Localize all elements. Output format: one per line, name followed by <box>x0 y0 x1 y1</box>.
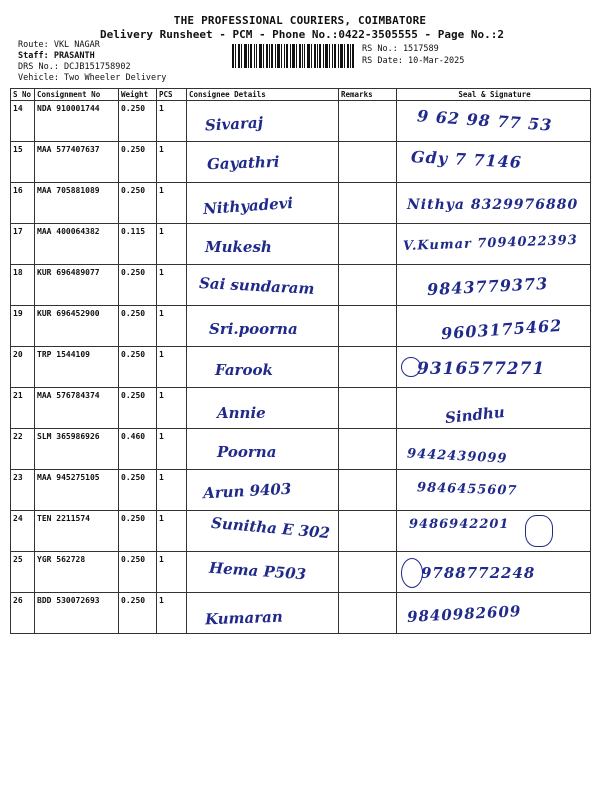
row-pcs: 1 <box>157 429 187 470</box>
sheet-title: THE PROFESSIONAL COURIERS, COIMBATORE <box>173 14 427 27</box>
col-seal: Seal & Signature <box>397 89 591 101</box>
seal-cell <box>397 388 591 429</box>
row-weight: 0.250 <box>119 347 157 388</box>
seal-cell <box>397 183 591 224</box>
remarks-cell <box>339 511 397 552</box>
row-pcs: 1 <box>157 224 187 265</box>
col-remarks: Remarks <box>339 89 397 101</box>
row-sno: 20 <box>11 347 35 388</box>
runsheet-table <box>10 88 591 634</box>
row-sno: 18 <box>11 265 35 306</box>
signature-handwriting: 9486942201 <box>409 517 510 532</box>
consignee-handwriting: Arun 9403 <box>202 479 292 503</box>
signature-stroke-mark <box>401 558 423 588</box>
remarks-cell <box>339 224 397 265</box>
col-weight: Weight <box>119 89 157 101</box>
row-sno: 17 <box>11 224 35 265</box>
col-pcs: PCS <box>157 89 187 101</box>
row-weight: 0.115 <box>119 224 157 265</box>
table-row <box>11 306 591 347</box>
consignee-handwriting: Sri.poorna <box>209 320 298 338</box>
row-pcs: 1 <box>157 101 187 142</box>
row-weight: 0.250 <box>119 388 157 429</box>
row-pcs: 1 <box>157 142 187 183</box>
table-row <box>11 388 591 429</box>
col-sno: S No <box>11 89 35 101</box>
row-weight: 0.250 <box>119 142 157 183</box>
table-row <box>11 265 591 306</box>
consignee-cell <box>187 347 339 388</box>
seal-cell <box>397 306 591 347</box>
consignee-handwriting: Gayathri <box>206 152 280 174</box>
row-pcs: 1 <box>157 265 187 306</box>
signature-stroke-mark <box>525 515 553 547</box>
row-consignment: NDA 910001744 <box>35 101 119 142</box>
row-pcs: 1 <box>157 306 187 347</box>
col-consignment: Consignment No <box>35 89 119 101</box>
remarks-cell <box>339 470 397 511</box>
consignee-cell <box>187 593 339 634</box>
row-pcs: 1 <box>157 183 187 224</box>
signature-handwriting: Nithya 8329976880 <box>407 197 579 213</box>
signature-handwriting: Gdy 7 7146 <box>410 147 523 172</box>
table-row <box>11 470 591 511</box>
row-sno: 26 <box>11 593 35 634</box>
table-row <box>11 511 591 552</box>
row-consignment: MAA 945275105 <box>35 470 119 511</box>
signature-handwriting: 9846455607 <box>416 480 518 499</box>
seal-cell <box>397 429 591 470</box>
table-row <box>11 593 591 634</box>
consignee-cell <box>187 224 339 265</box>
row-consignment: KUR 696452900 <box>35 306 119 347</box>
remarks-cell <box>339 347 397 388</box>
row-sno: 15 <box>11 142 35 183</box>
row-consignment: MAA 577407637 <box>35 142 119 183</box>
consignee-cell <box>187 183 339 224</box>
remarks-cell <box>339 429 397 470</box>
table-header-row <box>11 89 591 101</box>
signature-handwriting: 9840982609 <box>406 602 522 626</box>
consignee-handwriting: Farook <box>215 361 273 379</box>
col-consignee: Consignee Details <box>187 89 339 101</box>
signature-handwriting: 9 62 98 77 53 <box>416 106 553 135</box>
signature-handwriting: 9442439099 <box>406 446 508 467</box>
row-consignment: BDD 530072693 <box>35 593 119 634</box>
consignee-handwriting: Sai sundaram <box>198 273 315 299</box>
consignee-cell <box>187 470 339 511</box>
seal-cell <box>397 593 591 634</box>
row-sno: 25 <box>11 552 35 593</box>
signature-handwriting: 9843779373 <box>426 273 549 300</box>
remarks-cell <box>339 593 397 634</box>
row-consignment: TRP 1544109 <box>35 347 119 388</box>
row-weight: 0.250 <box>119 470 157 511</box>
row-consignment: MAA 576784374 <box>35 388 119 429</box>
row-sno: 24 <box>11 511 35 552</box>
row-sno: 16 <box>11 183 35 224</box>
row-sno: 22 <box>11 429 35 470</box>
consignee-handwriting: Annie <box>217 404 266 422</box>
signature-handwriting: 9603175462 <box>440 315 563 344</box>
row-weight: 0.250 <box>119 306 157 347</box>
row-weight: 0.250 <box>119 183 157 224</box>
consignee-handwriting: Hema P503 <box>208 558 307 584</box>
seal-cell <box>397 511 591 552</box>
row-sno: 14 <box>11 101 35 142</box>
rs-number: RS No.: 1517589 <box>362 44 439 54</box>
row-weight: 0.460 <box>119 429 157 470</box>
row-pcs: 1 <box>157 347 187 388</box>
row-pcs: 1 <box>157 552 187 593</box>
remarks-cell <box>339 101 397 142</box>
row-sno: 23 <box>11 470 35 511</box>
row-consignment: KUR 696489077 <box>35 265 119 306</box>
vehicle-label: Vehicle: Two Wheeler Delivery <box>18 73 167 83</box>
row-sno: 19 <box>11 306 35 347</box>
seal-cell <box>397 347 591 388</box>
remarks-cell <box>339 265 397 306</box>
consignee-handwriting: Sivaraj <box>204 113 264 135</box>
table-row <box>11 552 591 593</box>
consignee-cell <box>187 511 339 552</box>
consignee-handwriting: Sunitha E 302 <box>210 513 331 543</box>
remarks-cell <box>339 142 397 183</box>
row-weight: 0.250 <box>119 101 157 142</box>
sheet-subtitle: Delivery Runsheet - PCM - Phone No.:0422-3505555 - Page No.:2 <box>100 28 504 41</box>
consignee-cell <box>187 142 339 183</box>
row-consignment: MAA 400064382 <box>35 224 119 265</box>
seal-cell <box>397 101 591 142</box>
seal-cell <box>397 470 591 511</box>
consignee-handwriting: Kumaran <box>204 607 284 629</box>
seal-cell <box>397 552 591 593</box>
signature-handwriting: 9788772248 <box>421 564 536 582</box>
row-weight: 0.250 <box>119 265 157 306</box>
remarks-cell <box>339 306 397 347</box>
consignee-cell <box>187 552 339 593</box>
rs-date: RS Date: 10-Mar-2025 <box>362 56 465 66</box>
row-pcs: 1 <box>157 470 187 511</box>
staff-label: Staff: PRASANTH <box>18 51 95 61</box>
table-row <box>11 347 591 388</box>
consignee-cell <box>187 388 339 429</box>
row-consignment: MAA 705881089 <box>35 183 119 224</box>
table-row <box>11 183 591 224</box>
signature-handwriting: Sindhu <box>444 402 506 428</box>
route-label: Route: VKL NAGAR <box>18 40 100 50</box>
seal-cell <box>397 265 591 306</box>
row-pcs: 1 <box>157 511 187 552</box>
row-consignment: SLM 365986926 <box>35 429 119 470</box>
table-row <box>11 142 591 183</box>
remarks-cell <box>339 388 397 429</box>
row-weight: 0.250 <box>119 511 157 552</box>
table-row <box>11 101 591 142</box>
consignee-cell <box>187 101 339 142</box>
row-consignment: TEN 2211574 <box>35 511 119 552</box>
remarks-cell <box>339 552 397 593</box>
row-weight: 0.250 <box>119 593 157 634</box>
row-weight: 0.250 <box>119 552 157 593</box>
table-row <box>11 429 591 470</box>
consignee-handwriting: Nithyadevi <box>202 193 294 219</box>
consignee-handwriting: Mukesh <box>205 238 272 256</box>
consignee-cell <box>187 265 339 306</box>
barcode-image <box>232 44 354 68</box>
drs-label: DRS No.: DCJB151758902 <box>18 62 131 72</box>
row-sno: 21 <box>11 388 35 429</box>
consignee-cell <box>187 306 339 347</box>
table-row <box>11 224 591 265</box>
row-pcs: 1 <box>157 593 187 634</box>
consignee-cell <box>187 429 339 470</box>
consignee-handwriting: Poorna <box>217 443 277 461</box>
seal-cell <box>397 224 591 265</box>
row-consignment: YGR 562728 <box>35 552 119 593</box>
signature-handwriting: V.Kumar 7094022393 <box>402 232 579 255</box>
signature-handwriting: 9316577271 <box>417 359 546 379</box>
row-pcs: 1 <box>157 388 187 429</box>
seal-cell <box>397 142 591 183</box>
remarks-cell <box>339 183 397 224</box>
